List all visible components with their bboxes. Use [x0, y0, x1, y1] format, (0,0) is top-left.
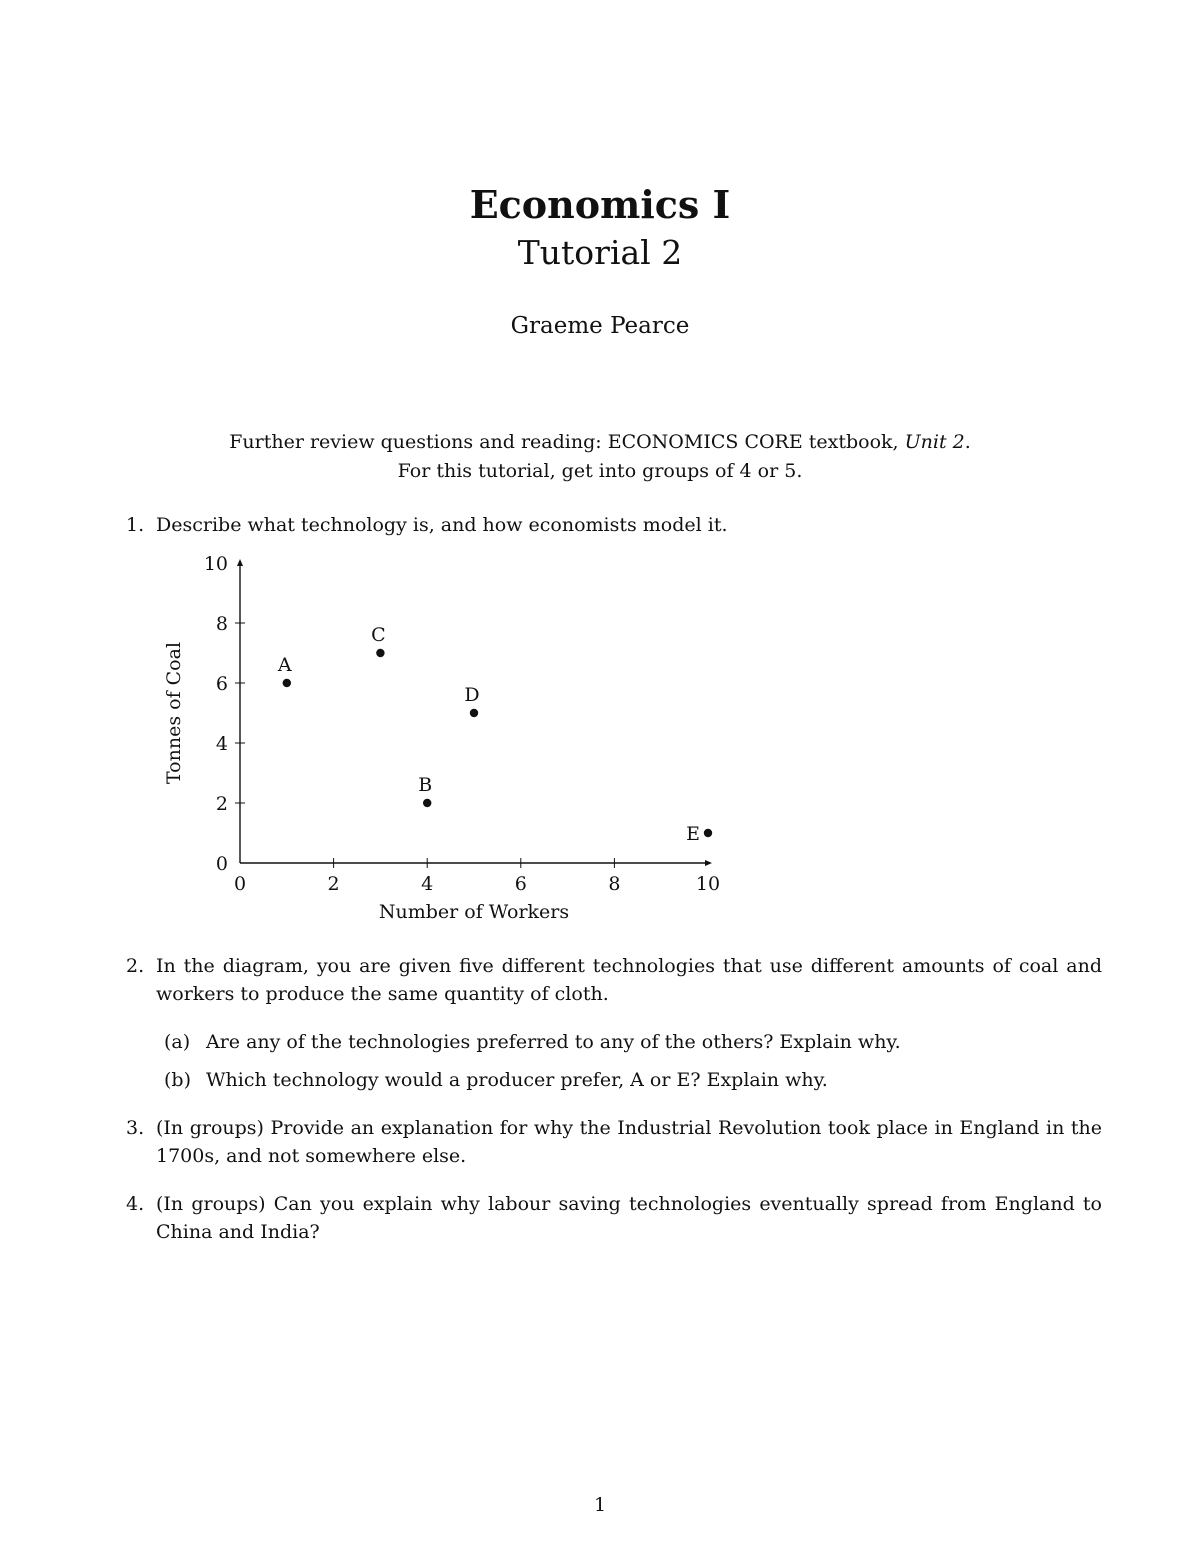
question-number: 4. [126, 1193, 145, 1215]
author-name: Graeme Pearce [510, 313, 690, 339]
part-label: (a) [164, 1031, 191, 1053]
y-tick-label: 8 [215, 613, 228, 635]
point-label: E [686, 823, 700, 845]
group-instruction: For this tutorial, get into groups of 4 or 5. [397, 460, 803, 482]
y-tick-label: 10 [203, 553, 228, 575]
y-axis-label: Tonnes of Coal [163, 641, 185, 785]
x-tick-label: 2 [327, 873, 340, 895]
point-d [470, 709, 478, 717]
technology-scatter-chart [150, 545, 750, 935]
x-tick-label: 6 [514, 873, 527, 895]
question-1 [126, 511, 1102, 539]
x-tick-label: 8 [608, 873, 621, 895]
question-number: 1. [126, 514, 145, 536]
point-e [704, 829, 712, 837]
point-label: D [464, 684, 480, 706]
x-axis-label: Number of Workers [378, 901, 570, 923]
document-subtitle: Tutorial 2 [517, 233, 683, 272]
reading-note-text: Further review questions and reading: ECONOMICS CORE textbook, [229, 431, 905, 453]
y-tick-label: 2 [215, 793, 228, 815]
part-label: (b) [164, 1069, 191, 1091]
x-tick-label: 0 [233, 873, 247, 895]
page-number: 1 [593, 1494, 607, 1516]
point-label: C [371, 624, 386, 646]
part-text: Which technology would a producer prefer, A or E? Explain why. [206, 1069, 828, 1091]
y-tick-label: 0 [215, 853, 228, 875]
chart-points [277, 624, 712, 845]
question-number: 3. [126, 1117, 145, 1139]
x-tick-label: 4 [421, 873, 434, 895]
question-number: 2. [126, 955, 145, 977]
reading-note-unit: Unit 2 [904, 431, 965, 453]
question-2a [164, 1028, 1102, 1056]
document-title: Economics I [469, 182, 731, 227]
question-text: In the diagram, you are given five different technologies that use different amounts of coal and workers to produce the same quantity of cloth. [156, 955, 1102, 1005]
point-label: A [277, 654, 292, 676]
point-c [376, 649, 384, 657]
point-a [283, 679, 291, 687]
point-label: B [418, 774, 433, 796]
y-tick-label: 6 [215, 673, 228, 695]
chart-ticks [204, 553, 720, 895]
question-3 [126, 1114, 1102, 1170]
question-text: (In groups) Can you explain why labour saving technologies eventually spread from England to China and India? [156, 1193, 1102, 1243]
reading-note [0, 430, 1200, 454]
reading-note-suffix: . [964, 431, 971, 453]
question-2 [126, 952, 1102, 1008]
question-2b [164, 1066, 1102, 1094]
part-text: Are any of the technologies preferred to any of the others? Explain why. [206, 1031, 901, 1053]
question-text: (In groups) Provide an explanation for why the Industrial Revolution took place in England in the 1700s, and not somewhere else. [156, 1117, 1102, 1167]
y-tick-label: 4 [215, 733, 228, 755]
x-tick-label: 10 [695, 873, 721, 895]
question-4 [126, 1190, 1102, 1246]
point-b [423, 799, 431, 807]
x-axis-arrow [705, 860, 712, 866]
y-axis-arrow [237, 559, 243, 566]
question-text: Describe what technology is, and how economists model it. [156, 514, 728, 536]
